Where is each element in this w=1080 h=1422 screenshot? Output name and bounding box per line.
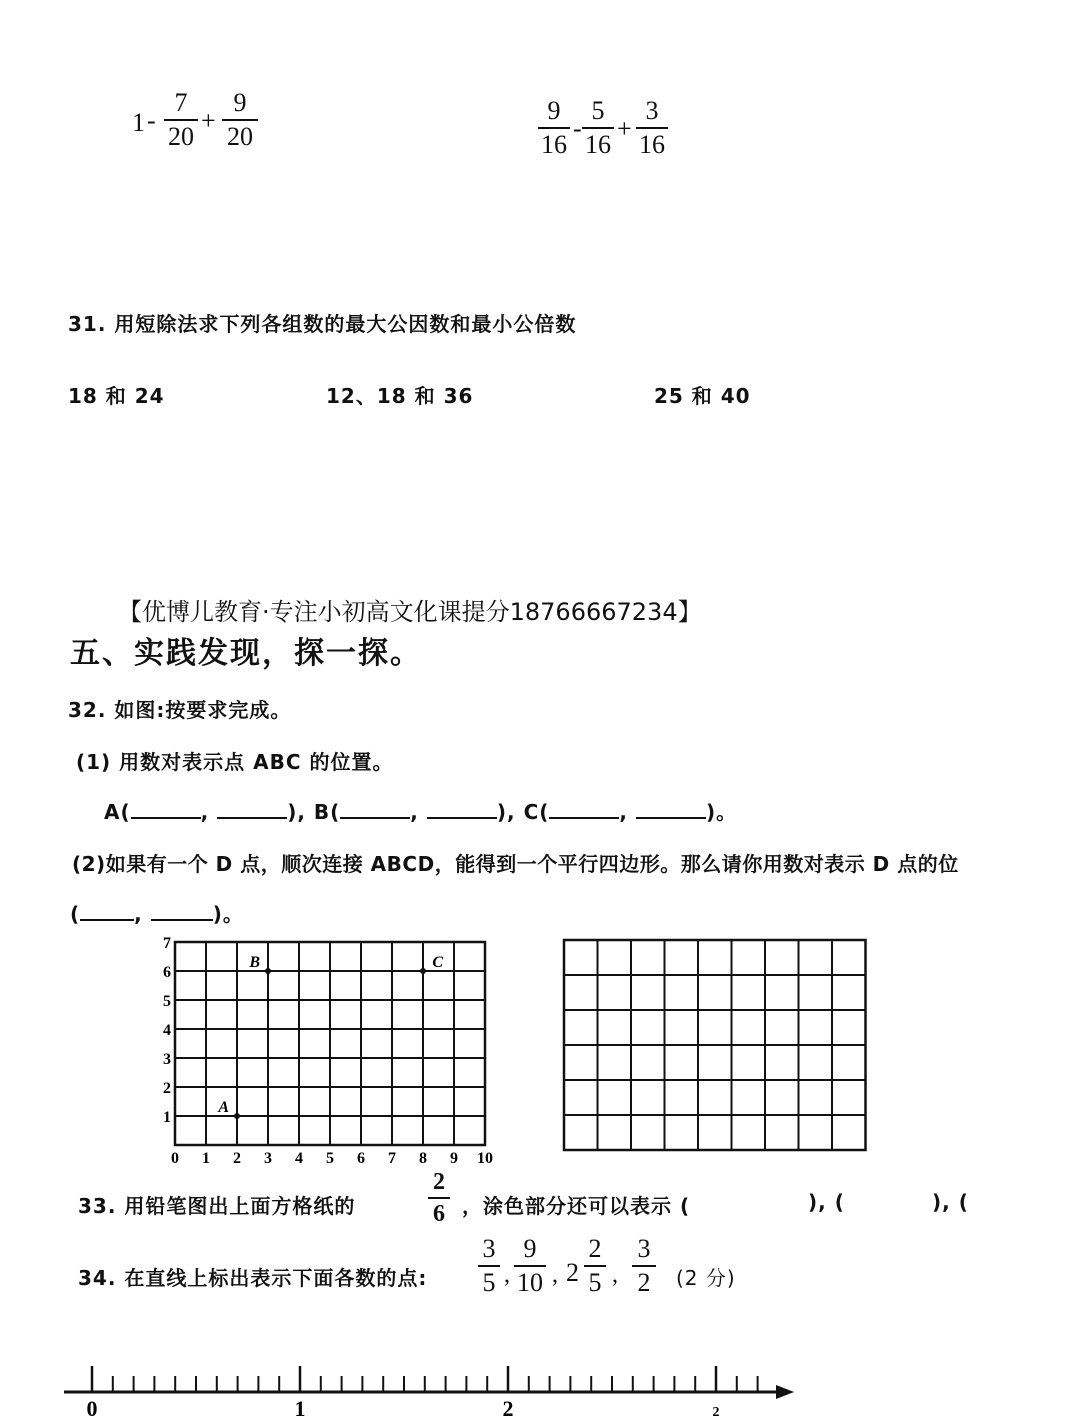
expr1-lead: 1 [132, 108, 145, 137]
expr2-plus: + [617, 114, 632, 143]
q34-score: (2 分) [676, 1266, 736, 1290]
expr1-fraction-2 [222, 90, 258, 150]
expr2-minus: - [573, 114, 582, 143]
square-grid[interactable] [562, 938, 872, 1158]
numerator: 3 [482, 1234, 496, 1263]
q34-comma-2: , [552, 1262, 558, 1288]
blank-c-y[interactable] [636, 799, 706, 819]
x-tick-label: 10 [477, 1150, 493, 1167]
q33-fraction [428, 1170, 450, 1226]
numerator: 9 [233, 88, 247, 117]
x-tick-label: 9 [450, 1150, 458, 1167]
y-tick-label: 1 [163, 1109, 171, 1126]
q33-answer-blank-1[interactable]: ), ( [808, 1190, 845, 1214]
paren-open: ( [70, 902, 81, 926]
blank-d-x[interactable] [80, 901, 134, 921]
expr1-fraction-1 [164, 90, 198, 150]
numerator: 9 [547, 96, 561, 125]
blank-a-x[interactable] [131, 799, 201, 819]
point-label-c: C [432, 954, 443, 971]
blank-b-y[interactable] [427, 799, 497, 819]
end: )。 [705, 800, 738, 824]
numerator: 2 [433, 1169, 445, 1195]
point-a [234, 1113, 240, 1119]
point-c [420, 968, 426, 974]
q34-comma-3: , [612, 1262, 618, 1288]
y-tick-label: 3 [163, 1051, 171, 1068]
comma: , [134, 902, 143, 926]
y-tick-label: 2 [163, 1080, 171, 1097]
denominator: 16 [541, 130, 567, 159]
x-tick-label: 2 [233, 1150, 241, 1167]
comma: , [200, 800, 210, 824]
numerator: 2 [588, 1234, 602, 1263]
q31-group-2: 12、18 和 36 [326, 384, 474, 408]
numerator: 7 [174, 88, 188, 117]
denominator: 6 [433, 1201, 445, 1227]
q31-title: 31. 用短除法求下列各组数的最大公因数和最小公倍数 [68, 312, 577, 336]
numerator: 3 [645, 96, 659, 125]
q32-part1-blanks [104, 796, 737, 825]
blank-d-y[interactable] [151, 901, 213, 921]
blank-c-x[interactable] [549, 799, 619, 819]
q34-fraction-4 [632, 1236, 656, 1296]
q32-part2-blanks [70, 898, 244, 927]
expr1-plus: + [201, 106, 216, 135]
q34-text: 34. 在直线上标出表示下面各数的点: [78, 1266, 428, 1290]
arrow-right-icon [776, 1385, 794, 1399]
comma: , [410, 800, 419, 824]
x-tick-label: 7 [388, 1150, 396, 1167]
y-tick-label: 7 [163, 935, 171, 952]
numerator: 5 [591, 96, 605, 125]
expr2-fraction-3 [636, 98, 668, 158]
label-b: ), B( [287, 800, 341, 824]
section-title: 五、实践发现，探一探。 [70, 636, 422, 671]
x-tick-label: 1 [202, 1150, 210, 1167]
q32-title: 32. 如图:按要求完成。 [68, 698, 292, 722]
denominator: 16 [639, 130, 665, 159]
x-tick-label: 8 [419, 1150, 427, 1167]
coordinate-grid [150, 925, 510, 1165]
point-label-a: A [218, 1099, 229, 1116]
x-tick-label: 3 [264, 1150, 272, 1167]
expr1-minus: - [147, 106, 156, 135]
comma: , [619, 800, 629, 824]
label-c: ), C( [496, 800, 550, 824]
denominator: 10 [517, 1268, 543, 1297]
paren-close: )。 [212, 902, 244, 926]
q33-text-2: ，涂色部分还可以表示 ( [462, 1194, 691, 1218]
q32-part2: (2)如果有一个 D 点，顺次连接 ABCD，能得到一个平行四边形。那么请你用数对表示 D 点的位 [72, 852, 959, 876]
q33-text: 33. 用铅笔图出上面方格纸的 [78, 1194, 356, 1218]
blank-a-y[interactable] [217, 799, 287, 819]
q34-comma-1: , [504, 1262, 510, 1288]
x-tick-label: 6 [357, 1150, 365, 1167]
q34-fraction-2 [514, 1236, 546, 1296]
numerator: 9 [523, 1234, 537, 1263]
number-line-label: 2 [712, 1405, 720, 1420]
point-b [265, 968, 271, 974]
q34-fraction-3 [584, 1236, 606, 1296]
blank-b-x[interactable] [340, 799, 410, 819]
q33-answer-blank-2[interactable]: ), ( [932, 1190, 969, 1214]
watermark-banner: 【优博儿教育·专注小初高文化课提分18766667234】 [118, 598, 702, 626]
denominator: 20 [227, 122, 253, 151]
q34-mixed-whole: 2 [566, 1258, 579, 1287]
x-tick-label: 5 [326, 1150, 334, 1167]
number-line-label: 0 [86, 1396, 98, 1421]
denominator: 5 [482, 1268, 496, 1297]
x-tick-label: 4 [295, 1150, 303, 1167]
number-line[interactable] [40, 1362, 840, 1422]
label-a: A( [104, 800, 131, 824]
denominator: 20 [168, 122, 194, 151]
q31-group-3: 25 和 40 [654, 384, 751, 408]
q34-fraction-1 [478, 1236, 500, 1296]
denominator: 16 [585, 130, 611, 159]
denominator: 2 [637, 1268, 651, 1297]
number-line-label: 1 [294, 1396, 306, 1421]
point-label-b: B [249, 954, 260, 971]
denominator: 5 [588, 1268, 602, 1297]
q31-group-1: 18 和 24 [68, 384, 165, 408]
expr2-fraction-2 [582, 98, 614, 158]
numerator: 3 [637, 1234, 651, 1263]
y-tick-label: 6 [163, 964, 171, 981]
expr2-fraction-1 [538, 98, 570, 158]
y-tick-label: 5 [163, 993, 171, 1010]
q32-part1: (1) 用数对表示点 ABC 的位置。 [76, 750, 394, 774]
x-tick-label: 0 [171, 1150, 179, 1167]
number-line-label: 2 [502, 1396, 514, 1421]
y-tick-label: 4 [163, 1022, 171, 1039]
